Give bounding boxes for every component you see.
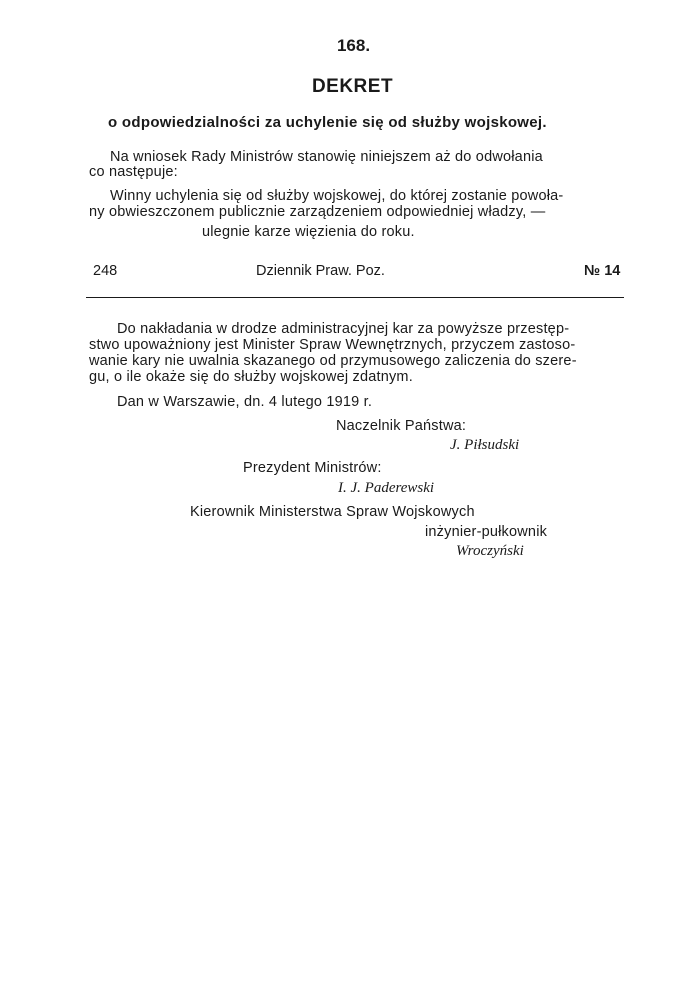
article2-line-3: wanie kary nie uwalnia skazanego od przymusowego zaliczenia do szere-	[89, 353, 577, 369]
chief-signature: J. Piłsudski	[450, 437, 520, 453]
pm-title: Prezydent Ministrów:	[243, 460, 382, 476]
decree-subtitle: o odpowiedzialności za uchylenie się od służby wojskowej.	[108, 114, 547, 131]
military-title: Kierownik Ministerstwa Spraw Wojskowych	[190, 504, 475, 520]
military-rank: inżynier-pułkownik	[425, 524, 548, 540]
intro-line-2: co następuje:	[89, 164, 178, 180]
header-rule	[86, 297, 624, 298]
article1-line-3: ulegnie karze więzienia do roku.	[202, 224, 415, 240]
issue-number: № 14	[584, 263, 621, 279]
decree-heading: DEKRET	[311, 76, 394, 97]
article2-line-1: Do nakładania w drodze administracyjnej kar za powyższe przestęp-	[117, 321, 570, 337]
pm-signature: I. J. Paderewski	[338, 480, 435, 496]
decree-number: 168.	[336, 36, 371, 55]
intro-text-1: Na wniosek Rady Ministrów stanowię niniejszem aż do odwołania	[110, 149, 543, 165]
date-line: Dan w Warszawie, dn. 4 lutego 1919 r.	[117, 394, 373, 410]
chief-title: Naczelnik Państwa:	[336, 418, 467, 434]
article1-line-2: ny obwieszczonem publicznie zarządzeniem odpowiedniej władzy, —	[89, 204, 546, 220]
page-number: 248	[93, 263, 118, 279]
article2-line-4: gu, o ile okaże się do służby wojskowej zdatnym.	[89, 369, 413, 385]
article1-line-1: Winny uchylenia się od służby wojskowej, do której zostanie powoła-	[110, 188, 564, 204]
article2-line-2: stwo upoważniony jest Minister Spraw Wewnętrznych, przyczem zastoso-	[89, 337, 576, 353]
intro-line-1	[110, 149, 622, 165]
journal-reference: Dziennik Praw. Poz.	[256, 263, 385, 279]
military-signature: Wroczyński	[456, 543, 524, 559]
